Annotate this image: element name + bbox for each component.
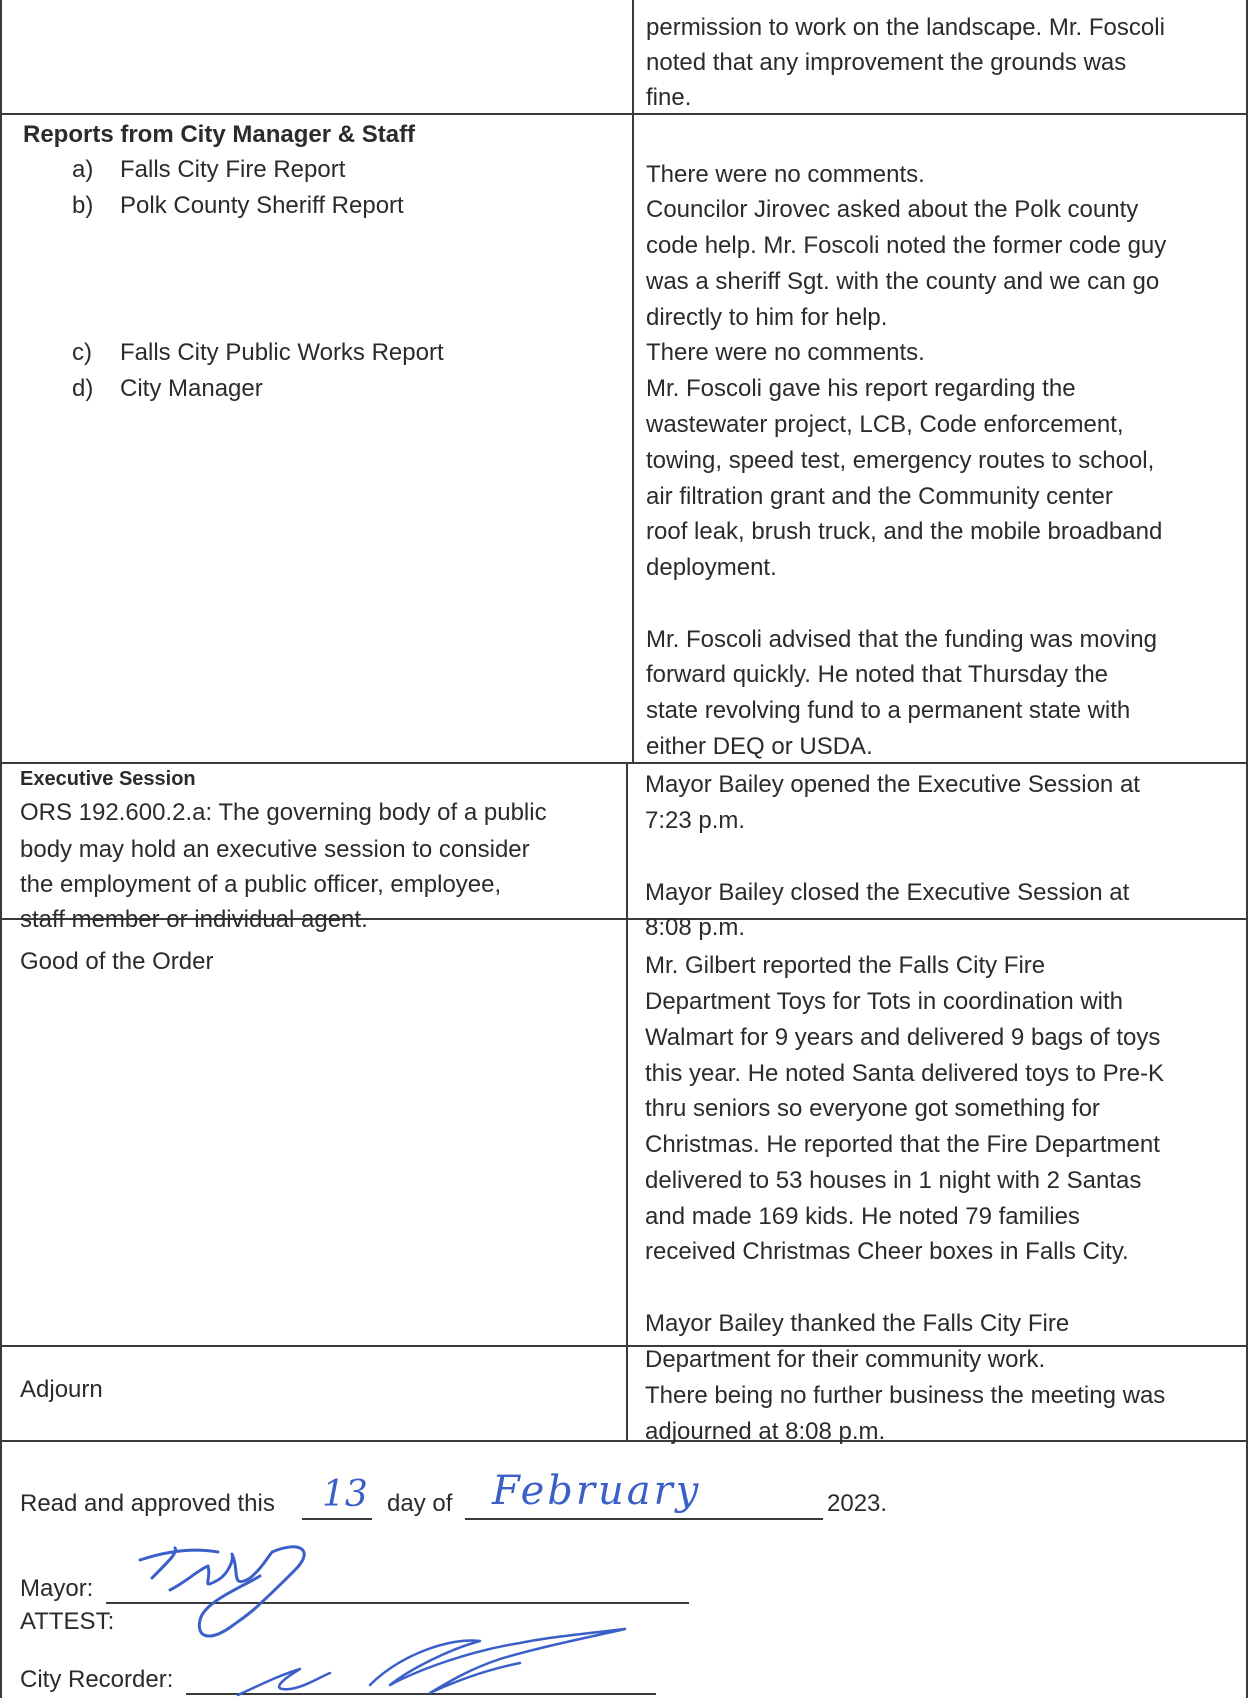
paragraph-line: adjourned at 8:08 p.m. [645,1418,886,1445]
list-item: Falls City Fire Report [120,156,346,183]
row-divider-2 [0,762,1248,764]
paragraph-line: Mayor Bailey closed the Executive Session at [645,879,1130,906]
approval-month-handwritten: February [492,1468,702,1514]
paragraph-line: this year. He noted Santa delivered toys to Pre-K [645,1060,1164,1087]
paragraph-line: roof leak, brush truck, and the mobile broadband [646,518,1163,545]
paragraph-line: towing, speed test, emergency routes to school, [646,447,1155,474]
paragraph-line: delivered to 53 houses in 1 night with 2 Santas [645,1167,1142,1194]
attest-label: ATTEST: [20,1608,115,1635]
list-marker: d) [72,375,94,402]
paragraph-line: Mr. Foscoli gave his report regarding the [646,375,1076,402]
paragraph-line: There were no comments. [646,161,925,188]
list-marker: c) [72,339,92,366]
approval-day-of: day of [387,1490,453,1517]
approval-prefix: Read and approved this [20,1490,275,1517]
row-divider-1 [0,113,1248,115]
paragraph-line: staff member or individual agent. [20,906,368,933]
paragraph-line: 8:08 p.m. [645,914,746,941]
month-blank-line [465,1518,823,1520]
section-heading: Reports from City Manager & Staff [23,121,416,148]
row-adjourn-left: Adjourn [20,1376,103,1403]
paragraph-line: either DEQ or USDA. [646,733,873,760]
paragraph-line: noted that any improvement the grounds was [646,49,1127,76]
paragraph-line: Councilor Jirovec asked about the Polk county [646,196,1139,223]
section-heading: Executive Session [20,768,196,790]
paragraph-line: fine. [646,84,692,111]
paragraph-line: Walmart for 9 years and delivered 9 bags of toys [645,1024,1161,1051]
row-divider-5 [0,1440,1248,1442]
paragraph-line: thru seniors so everyone got something for [645,1095,1100,1122]
paragraph-line: Mayor Bailey opened the Executive Session at [645,771,1140,798]
paragraph-line: Mayor Bailey thanked the Falls City Fire [645,1310,1070,1337]
paragraph-line: Department Toys for Tots in coordination with [645,988,1124,1015]
paragraph-line: Mr. Foscoli advised that the funding was moving [646,626,1157,653]
paragraph-line: Mr. Gilbert reported the Falls City Fire [645,952,1046,979]
paragraph-line: forward quickly. He noted that Thursday the [646,661,1109,688]
paragraph-line: the employment of a public officer, employee, [20,871,502,898]
city-recorder-label: City Recorder: [20,1666,174,1693]
paragraph-line: and made 169 kids. He noted 79 families [645,1203,1080,1230]
paragraph-line: was a sheriff Sgt. with the county and we can go [646,268,1160,295]
paragraph-line: Department for their community work. [645,1346,1046,1373]
row-good-of-order-left: Good of the Order [20,948,214,975]
paragraph-line: wastewater project, LCB, Code enforcement, [646,411,1124,438]
city-recorder-signature [220,1625,640,1698]
paragraph-line: body may hold an executive session to consider [20,836,530,863]
paragraph-line: ORS 192.600.2.a: The governing body of a public [20,799,547,826]
approval-year: 2023. [827,1490,888,1517]
list-item: City Manager [120,375,263,402]
paragraph-line: deployment. [646,554,777,581]
day-blank-line [302,1518,372,1520]
paragraph-line: air filtration grant and the Community center [646,483,1113,510]
list-item: Polk County Sheriff Report [120,192,404,219]
paragraph-line: There being no further business the meeting was [645,1382,1166,1409]
row-divider-4 [0,1345,1248,1347]
paragraph-line: received Christmas Cheer boxes in Falls City. [645,1238,1129,1265]
paragraph-line: There were no comments. [646,339,925,366]
paragraph-line: Christmas. He reported that the Fire Department [645,1131,1160,1158]
column-divider-bottom [626,762,628,1440]
paragraph-line: state revolving fund to a permanent state with [646,697,1131,724]
paragraph-line: permission to work on the landscape. Mr. Foscoli [646,14,1165,41]
list-item: Falls City Public Works Report [120,339,444,366]
mayor-label: Mayor: [20,1575,94,1602]
list-marker: b) [72,192,94,219]
table-right-border [1246,0,1248,1698]
paragraph-line: 7:23 p.m. [645,807,746,834]
table-left-border [0,0,2,1698]
list-marker: a) [72,156,94,183]
paragraph-line: code help. Mr. Foscoli noted the former code guy [646,232,1167,259]
approval-day-handwritten: 13 [322,1474,368,1515]
paragraph-line: directly to him for help. [646,304,888,331]
